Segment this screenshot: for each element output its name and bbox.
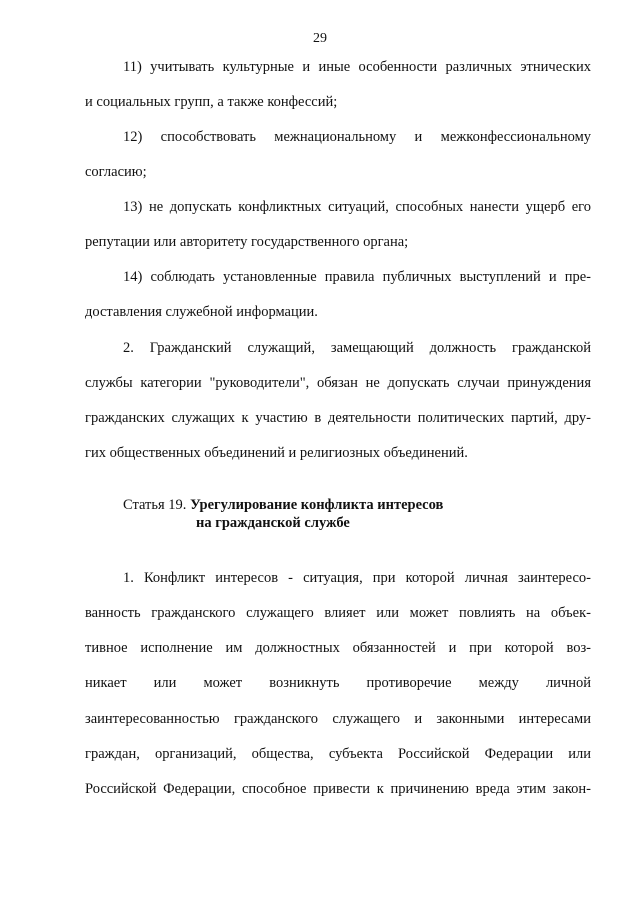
text-line: Российской Федерации, способное привести к причинению вреда этим закон-	[85, 781, 591, 797]
article-title-line-2: на гражданской службе	[196, 515, 350, 531]
text-line: службы категории "руководители", обязан не допускать случаи принуждения	[85, 375, 591, 391]
text-line: 13) не допускать конфликтных ситуаций, способных нанести ущерб его	[123, 199, 591, 215]
text-line: заинтересованностью гражданского служащего и законными интересами	[85, 711, 591, 727]
text-line: доставления служебной информации.	[85, 304, 318, 320]
text-line: 12) способствовать межнациональному и межконфессиональному	[123, 129, 591, 145]
text-line: гих общественных объединений и религиозных объединений.	[85, 445, 468, 461]
page-number: 29	[313, 31, 327, 46]
text-line: репутации или авторитету государственного органа;	[85, 234, 409, 250]
text-line: тивное исполнение им должностных обязанностей и при которой воз-	[85, 640, 591, 656]
article-heading	[123, 496, 443, 514]
article-title-line-1: Урегулирование конфликта интересов	[190, 497, 444, 513]
text-line: никает или может возникнуть противоречие между личной	[85, 675, 591, 691]
text-line: согласию;	[85, 164, 147, 180]
text-line: гражданских служащих к участию в деятельности политических партий, дру-	[85, 410, 591, 426]
article-number: Статья 19.	[123, 497, 187, 513]
text-line: ванность гражданского служащего влияет или может повлиять на объек-	[85, 605, 591, 621]
text-line: и социальных групп, а также конфессий;	[85, 94, 338, 110]
text-line: 11) учитывать культурные и иные особенности различных этнических	[123, 59, 591, 75]
text-line: граждан, организаций, общества, субъекта Российской Федерации или	[85, 746, 591, 762]
text-line: 2. Гражданский служащий, замещающий должность гражданской	[123, 340, 591, 356]
article-heading-continuation	[196, 514, 350, 532]
text-line: 14) соблюдать установленные правила публичных выступлений и пре-	[123, 269, 591, 285]
text-line: 1. Конфликт интересов - ситуация, при которой личная заинтересо-	[123, 570, 591, 586]
